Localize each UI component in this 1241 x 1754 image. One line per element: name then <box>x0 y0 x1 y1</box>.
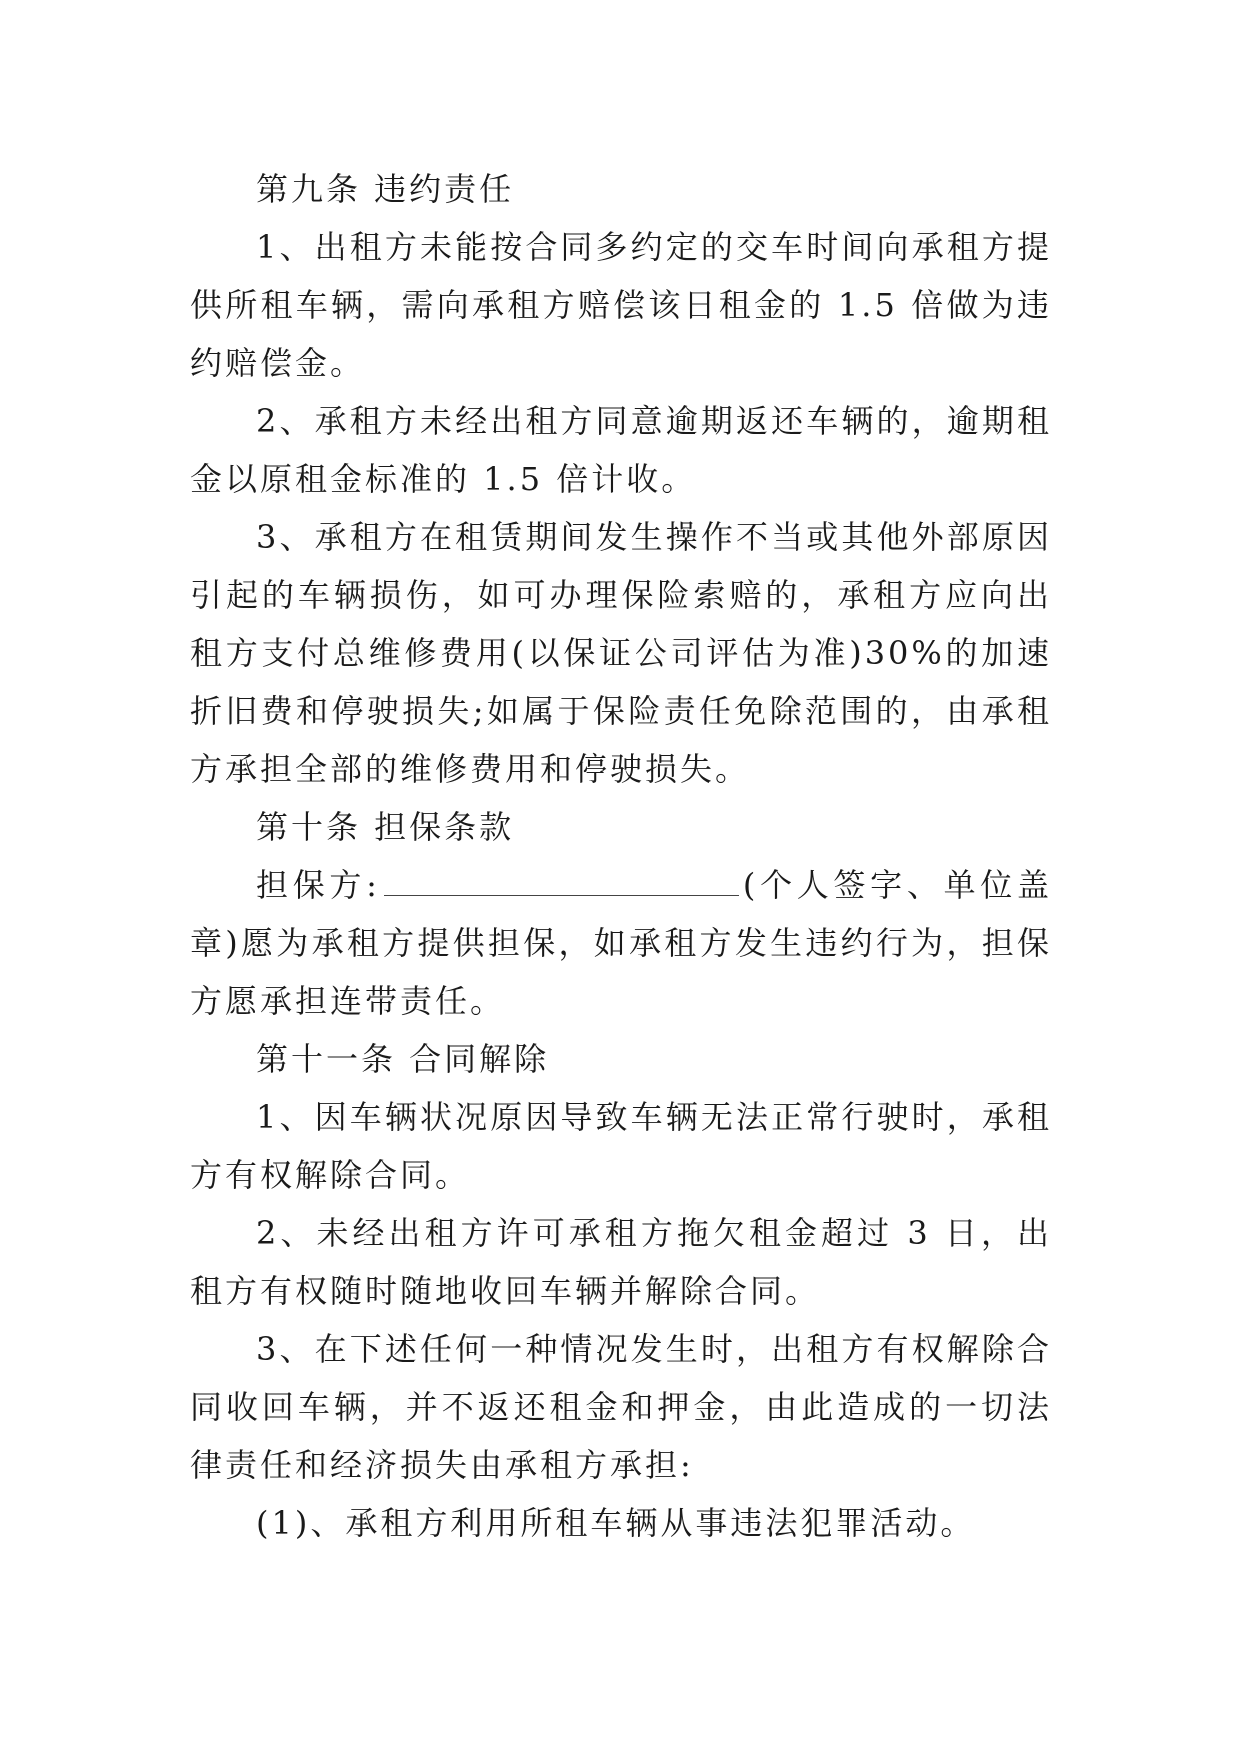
article-11-clause-1: 1、因车辆状况原因导致车辆无法正常行驶时，承租方有权解除合同。 <box>190 1098 1052 1194</box>
article-11-heading: 第十一条 合同解除 <box>256 1040 550 1078</box>
article-9-clause-2: 2、承租方未经出租方同意逾期返还车辆的，逾期租金以原租金标准的 1.5 倍计收。 <box>190 402 1052 498</box>
guarantor-paragraph <box>190 856 1052 1030</box>
article-10-heading: 第十条 担保条款 <box>256 808 515 846</box>
article-9-heading: 第九条 违约责任 <box>256 170 515 208</box>
guarantor-label: 担保方: <box>256 866 380 904</box>
guarantor-text: 愿为承租方提供担保，如承租方发生违约行为，担保方愿承担连带责任。 <box>190 924 1052 1020</box>
article-11-clause-3: 3、在下述任何一种情况发生时，出租方有权解除合同收回车辆，并不返还租金和押金，由此造成的一切法律责任和经济损失由承租方承担: <box>190 1330 1052 1484</box>
article-9-clause-3: 3、承租方在租赁期间发生操作不当或其他外部原因引起的车辆损伤，如可办理保险索赔的，承租方应向出租方支付总维修费用(以保证公司评估为准)30%的加速折旧费和停驶损失;如属于保险责任免除范围的，由承租方承担全部的维修费用和停驶损失。 <box>190 518 1052 788</box>
guarantor-note: (个人签字、单位盖章) <box>190 866 1052 962</box>
article-11-clause-2: 2、未经出租方许可承租方拖欠租金超过 3 日，出租方有权随时随地收回车辆并解除合同。 <box>190 1214 1052 1310</box>
article-11-item-1: (1)、承租方利用所租车辆从事违法犯罪活动。 <box>256 1504 976 1542</box>
article-9-clause-1: 1、出租方未能按合同多约定的交车时间向承租方提供所租车辆，需向承租方赔偿该日租金的 1.5 倍做为违约赔偿金。 <box>190 228 1052 382</box>
guarantor-signature-line[interactable] <box>384 869 739 896</box>
document-page <box>190 160 1052 1552</box>
